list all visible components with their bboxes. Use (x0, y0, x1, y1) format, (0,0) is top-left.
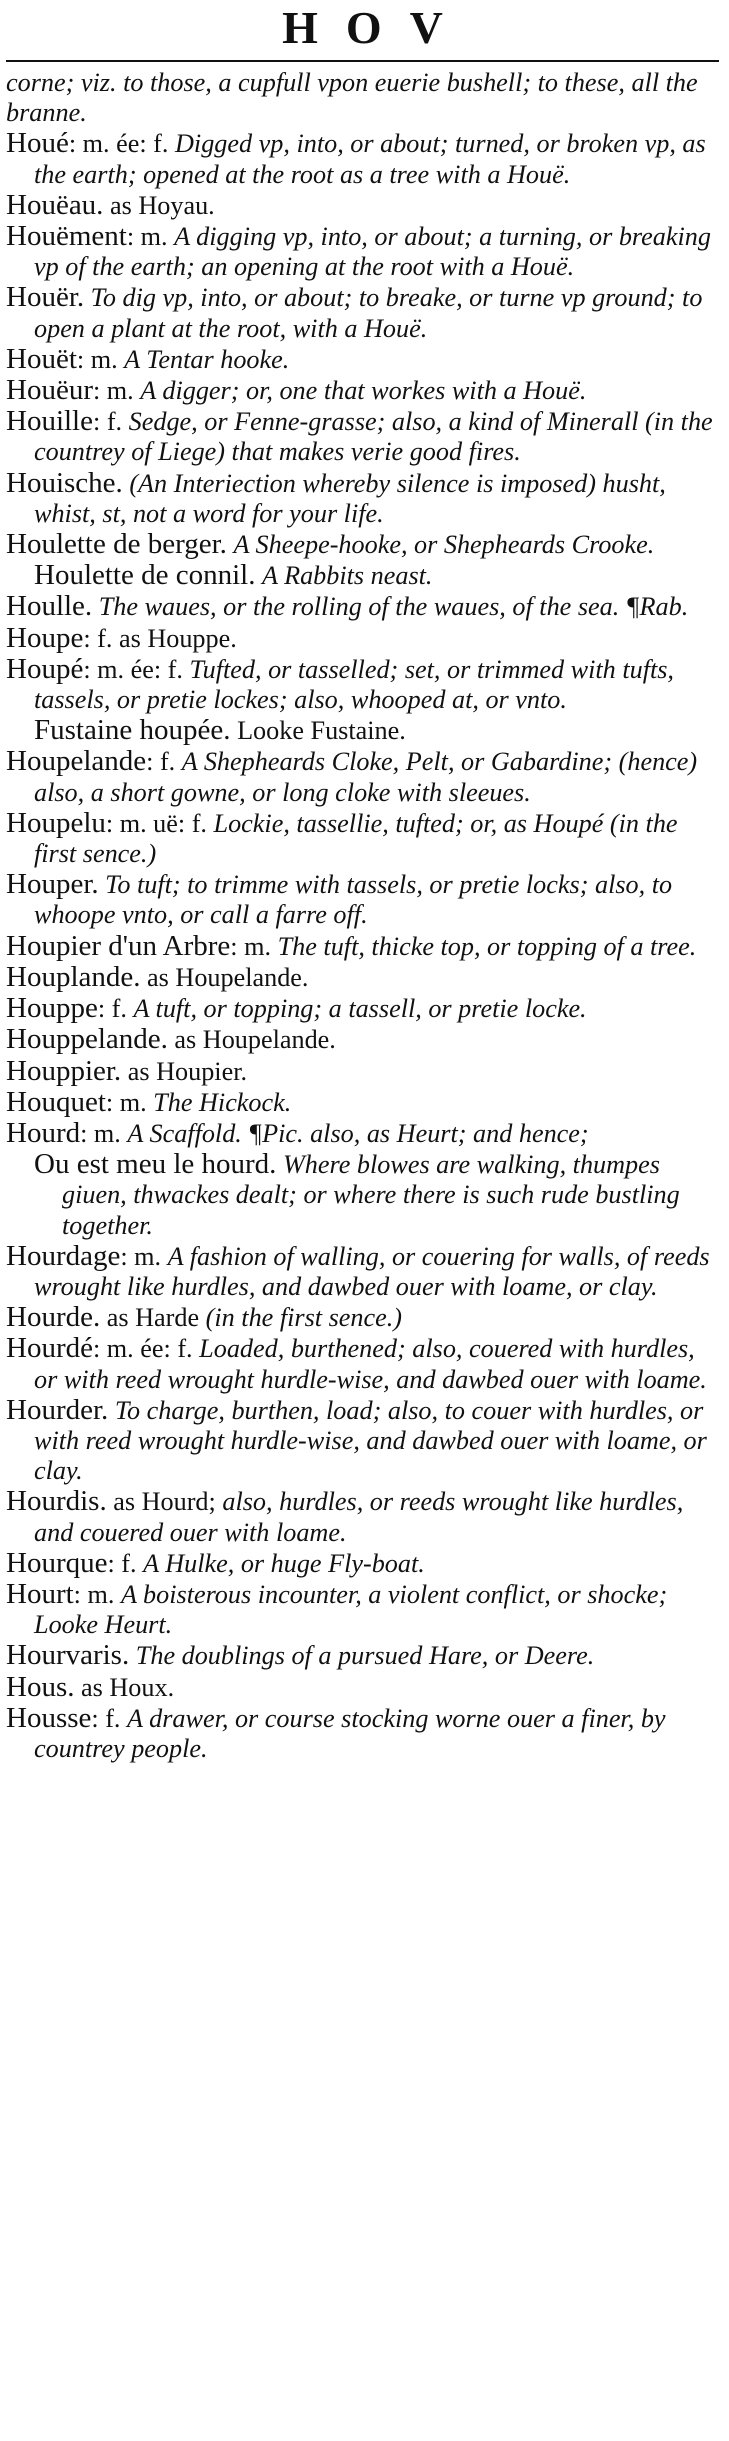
dictionary-entry (6, 128, 719, 189)
entry-headword: Hourde. (6, 1301, 101, 1334)
entry-definition: A Rabbits neast. (262, 561, 433, 591)
entry-definition: A Hulke, or huge Fly-boat. (143, 1548, 425, 1578)
entry-definition: A fashion of walling, or couering for walls, of reeds wrought like hurdles, and dawbed ouer with loame, or clay. (34, 1241, 710, 1301)
dictionary-entry (6, 282, 719, 343)
dictionary-entry (6, 468, 719, 529)
entry-definition: Tufted, or tasselled; set, or trimmed with tufts, tassels, or pretie lockes; also, whooped at, or vnto. (34, 654, 674, 715)
entry-grammar: : m. (126, 222, 175, 252)
entry-definition: A Tentar hooke. (124, 344, 290, 374)
entry-headword: Hourdis. (6, 1485, 107, 1518)
entry-definition: A digger; or, one that workes with a Houë. (140, 376, 587, 406)
dictionary-entry (6, 560, 719, 591)
dictionary-entry (6, 654, 719, 715)
entry-headword: Houpier d'un Arbre (6, 929, 231, 962)
entry-headword: Houppier. (6, 1054, 122, 1087)
entry-grammar: as Hourd; (106, 1487, 223, 1517)
entry-definition: The Hickock. (153, 1087, 292, 1117)
entry-headword: Houplande. (6, 960, 141, 993)
entry-grammar: : m. (80, 1118, 128, 1148)
dictionary-entry (6, 1548, 719, 1579)
entry-definition: Sedge, or Fenne-grasse; also, a kind of Minerall (in the countrey of Liege) that makes verie good fires. (34, 407, 713, 467)
entry-grammar: : m. (73, 1579, 121, 1609)
entry-definition: The tuft, thicke top, or topping of a tree. (277, 931, 697, 961)
dictionary-entry (6, 344, 719, 375)
entry-headword: Houlle. (6, 590, 93, 623)
dictionary-entry (6, 529, 719, 560)
entry-headword: Houëment (6, 220, 127, 253)
header-rule (6, 60, 719, 62)
entry-grammar: : m. ée: f. (83, 654, 190, 684)
entry-definition: (in the first sence.) (205, 1303, 403, 1333)
dictionary-entry (6, 1118, 719, 1149)
entry-grammar: : f. (107, 1548, 144, 1578)
entry-grammar: : m. uë: f. (105, 808, 214, 838)
entry-headword: Houille (6, 405, 93, 438)
entry-grammar: : m. (105, 1087, 154, 1117)
dictionary-entry (6, 1241, 719, 1302)
dictionary-entry (6, 375, 719, 406)
entry-headword: Ou est meu le hourd. (34, 1148, 277, 1181)
dictionary-entry (6, 1302, 719, 1333)
entry-grammar: as Harde (100, 1303, 206, 1333)
dictionary-entry (6, 591, 719, 622)
entry-headword: Houpelu (6, 806, 106, 839)
dictionary-entry (6, 931, 719, 962)
entry-headword: Hourder. (6, 1393, 109, 1426)
entry-grammar: : f. (97, 994, 134, 1024)
entry-definition: A drawer, or course stocking worne ouer a finer, by countrey people. (34, 1703, 666, 1763)
entry-definition: Where blowes are walking, thumpes giuen, thwackes dealt; or where there is such rude bustling together. (62, 1150, 680, 1240)
entry-headword: Houppelande. (6, 1023, 168, 1056)
entry-definition: The waues, or the rolling of the waues, of the sea. ¶Rab. (98, 592, 689, 622)
dictionary-entry (6, 1024, 719, 1055)
entry-headword: Hous. (6, 1670, 75, 1703)
entry-grammar: as Hoyau. (103, 190, 215, 220)
entry-headword: Hourdage (6, 1239, 121, 1272)
entry-definition: A boisterous incounter, a violent conflict, or shocke; Looke Heurt. (34, 1579, 668, 1640)
entry-headword: Hourdé (6, 1332, 93, 1365)
entry-grammar: : f. (146, 747, 182, 777)
entry-grammar: : m. ée: f. (92, 1334, 200, 1364)
dictionary-entry (6, 1703, 719, 1764)
dictionary-entry (6, 190, 719, 221)
dictionary-entry (6, 962, 719, 993)
entry-definition: A Sheepe-hooke, or Shepheards Crooke. (233, 530, 655, 560)
entry-headword: Houpe (6, 621, 84, 654)
entry-grammar: : f. as Houppe. (83, 623, 237, 653)
dictionary-entry (6, 808, 719, 869)
entry-headword: Hourvaris. (6, 1639, 130, 1672)
entry-headword: Hourd (6, 1116, 81, 1149)
entry-grammar: as Houx. (74, 1672, 175, 1702)
entry-definition: A Shepheards Cloke, Pelt, or Gabardine; (hence) also, a short gowne, or long cloke with sleeues. (34, 747, 698, 807)
entry-definition: also, hurdles, or reeds wrought like hurdles, and couered ouer with loame. (34, 1487, 684, 1547)
entry-continuation (6, 68, 719, 128)
entry-headword: Houé (6, 127, 69, 160)
entry-definition: A digging vp, into, or about; a turning, or breaking vp of the earth; an opening at the root with a Houë. (34, 222, 711, 282)
entry-list (6, 68, 719, 1764)
dictionary-entry (6, 1672, 719, 1703)
entry-headword: Houpé (6, 652, 84, 685)
entry-definition: Digged vp, into, or about; turned, or broken vp, as the earth; opened at the root as a tree with a Houë. (34, 129, 706, 189)
entry-headword: Houër. (6, 281, 85, 314)
entry-definition: To charge, burthen, load; also, to couer with hurdles, or with reed wrought hurdle-wise, and dawbed ouer with loame, or clay. (34, 1395, 707, 1486)
running-head: HOV (282, 2, 471, 53)
dictionary-entry (6, 1640, 719, 1671)
dictionary-entry (6, 715, 719, 746)
dictionary-entry (6, 406, 719, 467)
entry-definition: Loaded, burthened; also, couered with hurdles, or with reed wrought hurdle-wise, and dawbed ouer with loame. (34, 1334, 707, 1394)
entry-grammar: as Houpier. (121, 1056, 248, 1086)
entry-definition: A Scaffold. ¶Pic. also, as Heurt; and hence; (127, 1118, 589, 1148)
entry-grammar: : m. (120, 1241, 168, 1271)
dictionary-entry (6, 1486, 719, 1547)
entry-definition: (An Interiection whereby silence is imposed) husht, whist, st, not a word for your life. (34, 468, 666, 528)
entry-definition: corne; viz. to those, a cupfull vpon euerie bushell; to these, all the branne. (6, 68, 698, 128)
dictionary-entry (6, 1149, 719, 1241)
entry-grammar: as Houpelande. (167, 1025, 336, 1055)
entry-headword: Fustaine houpée. (34, 714, 231, 747)
entry-headword: Houppe (6, 992, 98, 1025)
entry-definition: To dig vp, into, or about; to breake, or turne vp ground; to open a plant at the root, with a Houë. (34, 283, 703, 343)
entry-definition: Lockie, tassellie, tufted; or, as Houpé (in the first sence.) (34, 808, 678, 869)
entry-grammar: : m. ée: f. (68, 129, 175, 159)
entry-grammar: : f. (93, 407, 129, 437)
entry-headword: Houquet (6, 1085, 106, 1118)
entry-headword: Houëur (6, 374, 93, 407)
entry-grammar: : m. (92, 376, 141, 406)
entry-headword: Hourque (6, 1546, 108, 1579)
entry-headword: Houëau. (6, 188, 104, 221)
entry-grammar: : m. (230, 931, 278, 961)
entry-headword: Houlette de berger. (6, 528, 227, 561)
dictionary-entry (6, 746, 719, 807)
dictionary-entry (6, 221, 719, 282)
entry-headword: Houische. (6, 466, 123, 499)
entry-grammar: : f. (91, 1703, 128, 1733)
entry-headword: Houlette de connil. (34, 559, 256, 592)
entry-definition: To tuft; to trimme with tassels, or pretie locks; also, to whoope vnto, or call a farre off. (34, 870, 673, 930)
entry-headword: Houpelande (6, 745, 147, 778)
dictionary-entry (6, 869, 719, 930)
dictionary-entry (6, 1579, 719, 1640)
entry-definition: A tuft, or topping; a tassell, or pretie locke. (133, 994, 587, 1024)
dictionary-entry (6, 1087, 719, 1118)
entry-headword: Hourt (6, 1577, 74, 1610)
entry-grammar: Looke Fustaine. (230, 716, 406, 746)
dictionary-entry (6, 1395, 719, 1487)
entry-headword: Houper. (6, 868, 99, 901)
entry-grammar: : m. (76, 344, 125, 374)
dictionary-entry (6, 1056, 719, 1087)
entry-headword: Housse (6, 1701, 92, 1734)
entry-grammar: as Houpelande. (140, 962, 309, 992)
dictionary-entry (6, 623, 719, 654)
dictionary-entry (6, 1333, 719, 1394)
entry-definition: The doublings of a pursued Hare, or Deere. (135, 1641, 595, 1671)
dictionary-entry (6, 993, 719, 1024)
entry-headword: Houët (6, 342, 77, 375)
